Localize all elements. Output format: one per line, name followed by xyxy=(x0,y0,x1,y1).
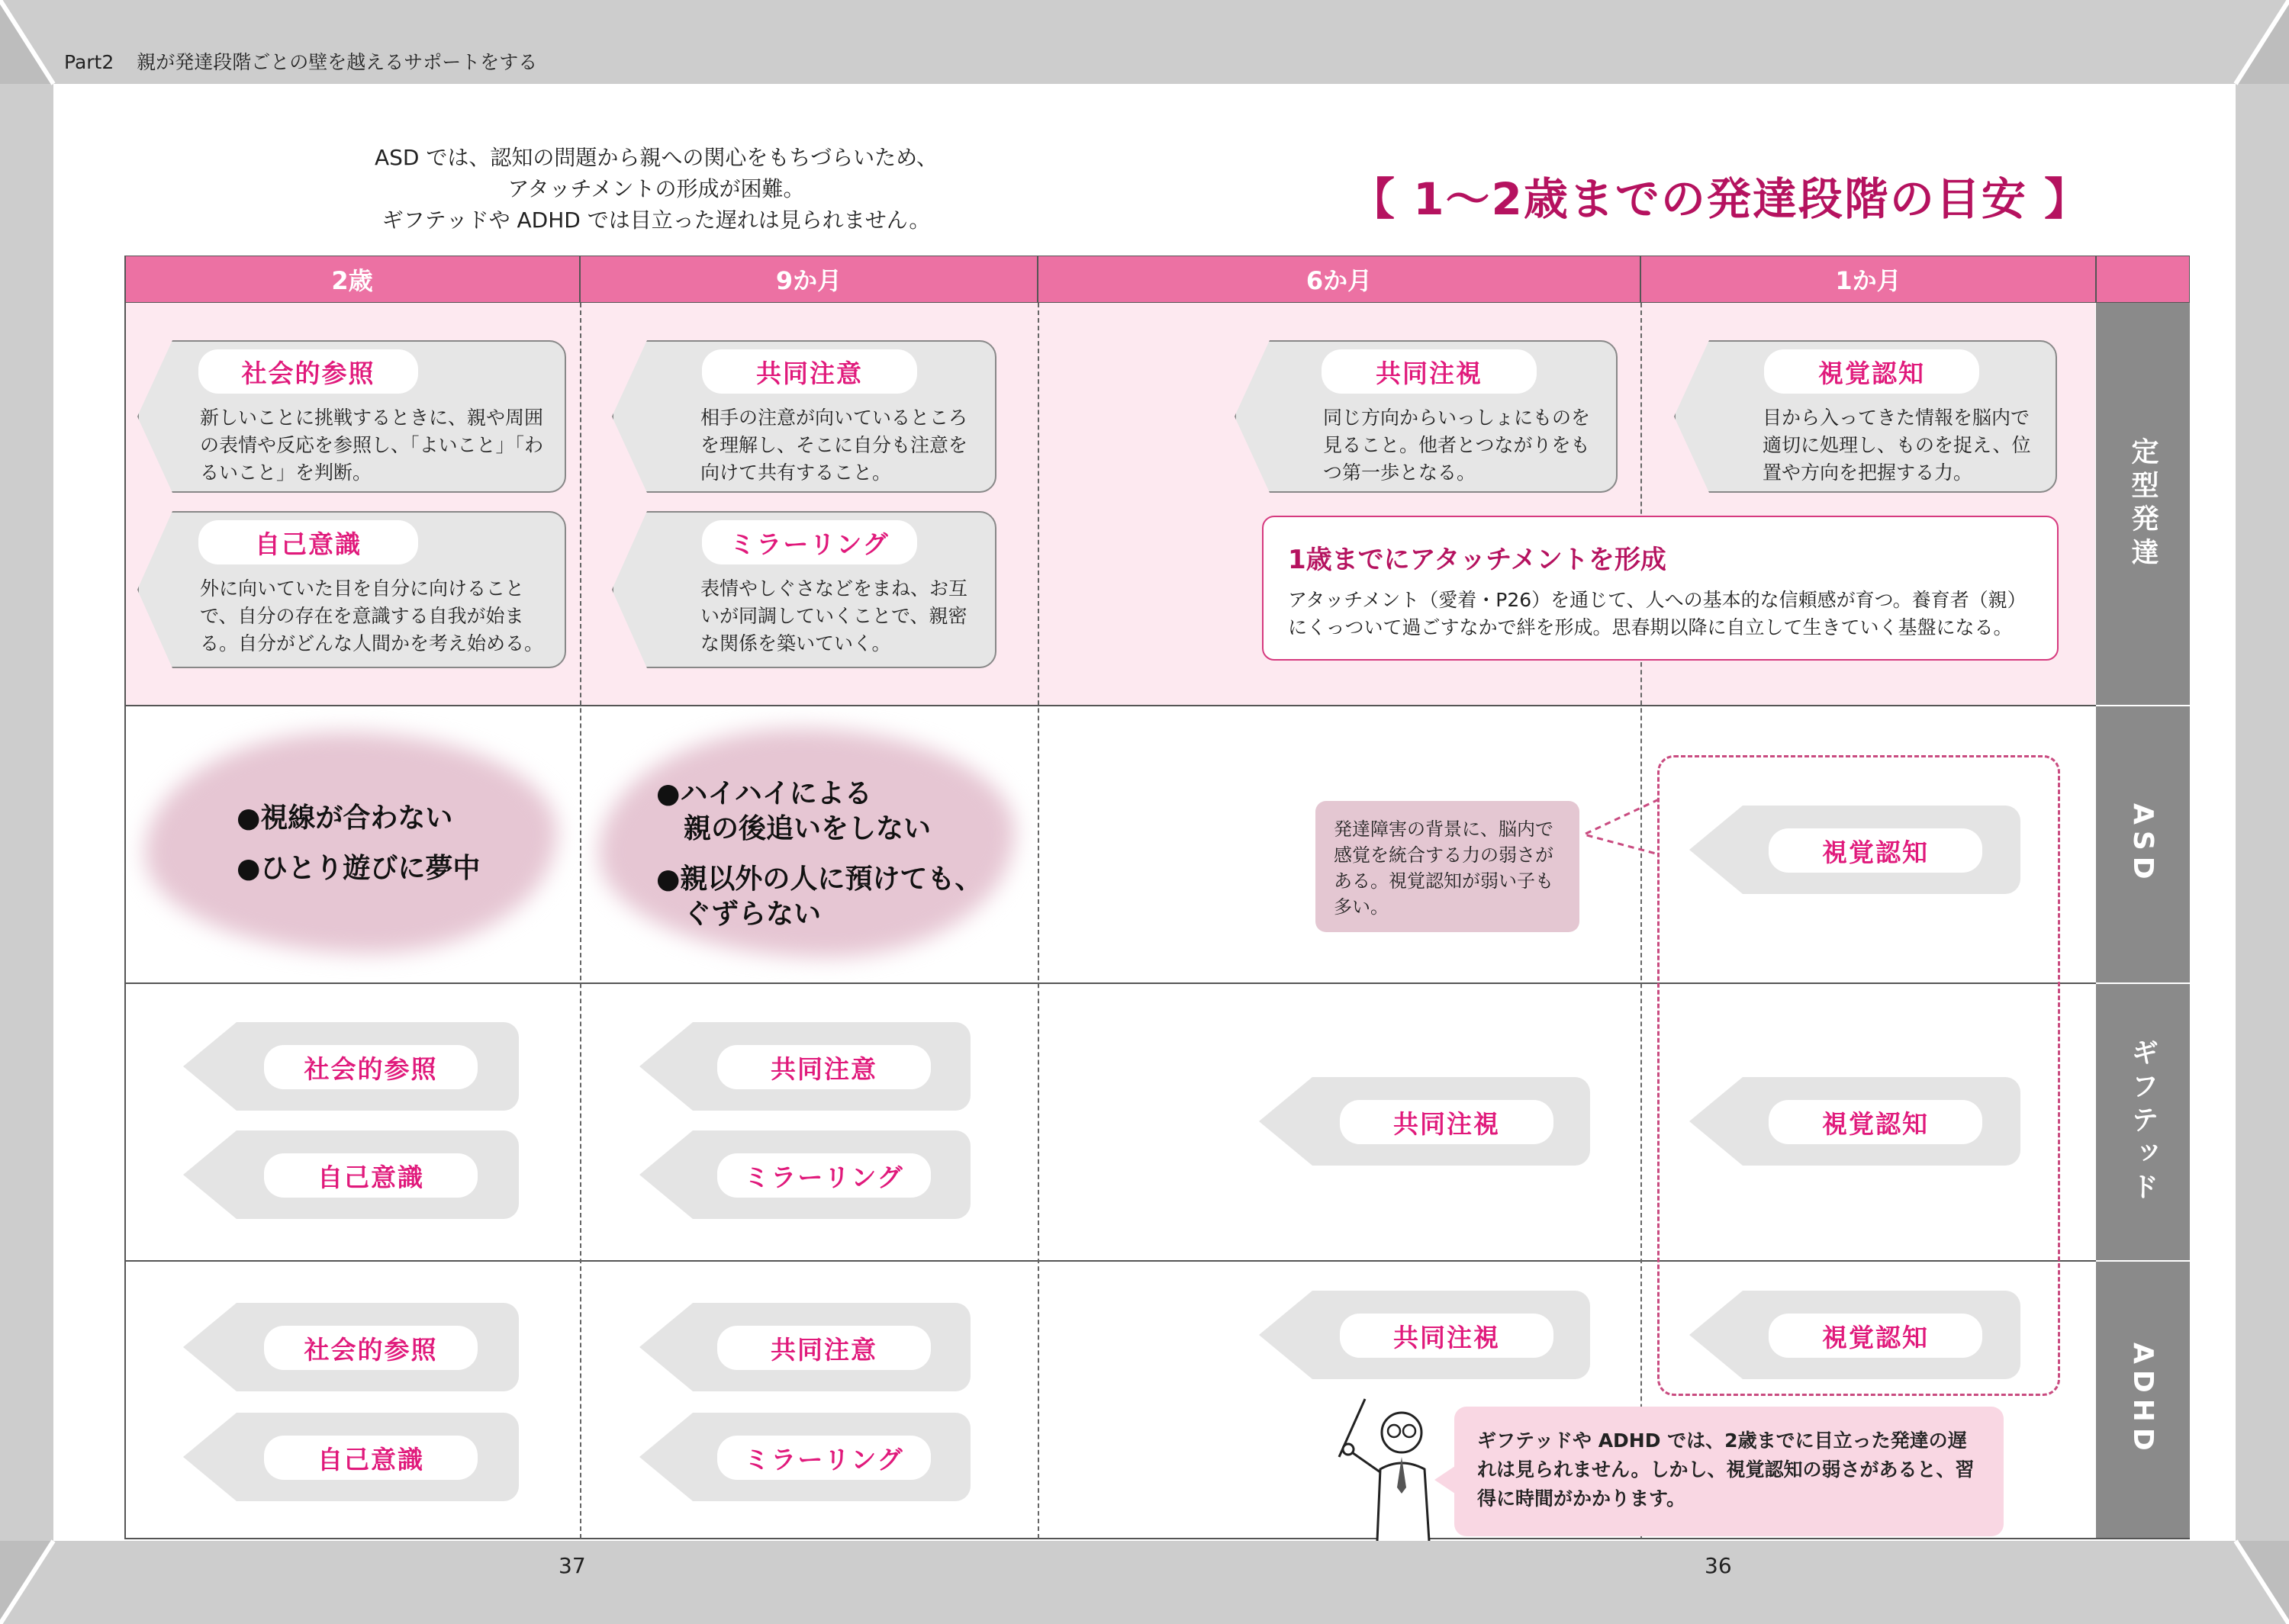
page-number-right: 36 xyxy=(1705,1553,1732,1578)
page-title: 【 1〜2歳までの発達段階の目安 】 xyxy=(1351,173,2091,225)
tag-label: ミラーリング xyxy=(717,1436,931,1480)
asd-traits-2y xyxy=(237,801,557,886)
attachment-body: アタッチメント（愛着・P26）を通じて、人への基本的な信頼感が育つ。養育者（親）にくっついて過ごすなかで絆を形成。思春期以降に自立して生きていく基盤になる。 xyxy=(1288,589,2027,638)
tag-label: 共同注意 xyxy=(717,1326,931,1370)
asd-trait: ●視線が合わない xyxy=(237,802,453,834)
intro-line: アタッチメントの形成が困難。 xyxy=(507,176,805,201)
doctor-speech-bubble: ギフテッドや ADHD では、2歳までに目立った発達の遅れは見られません。しかし、視覚認知の弱さがあると、習得に時間がかかります。 xyxy=(1454,1407,2004,1536)
tag-label: 視覚認知 xyxy=(1769,828,1982,873)
asd-trait: ●ハイハイによる xyxy=(656,778,872,809)
column-header-9m: 9か月 xyxy=(580,256,1038,303)
tag-label: 社会的参照 xyxy=(264,1326,478,1370)
column-divider xyxy=(580,303,581,1539)
part-label: Part2 xyxy=(64,51,114,73)
speech-tail xyxy=(1434,1465,1457,1495)
card-desc: 相手の注意が向いているところを理解し、そこに自分も注意を向けて共有すること。 xyxy=(700,407,968,484)
card-title: 共同注視 xyxy=(1322,349,1537,394)
intro-line: ギフテッドや ADHD では目立った遅れは見られません。 xyxy=(382,207,931,233)
running-head xyxy=(64,47,537,75)
table-bottom xyxy=(124,1538,2190,1539)
asd-trait: 親の後追いをしない xyxy=(656,813,932,844)
running-head-text: 親が発達段階ごとの壁を越えるサポートをする xyxy=(137,51,538,73)
column-header-1m: 1か月 xyxy=(1640,256,2096,303)
tag-label: ミラーリング xyxy=(717,1153,931,1198)
asd-trait: ぐずらない xyxy=(656,899,822,930)
card-title: 視覚認知 xyxy=(1764,349,1979,394)
card-title: 自己意識 xyxy=(198,520,418,564)
row-label-gifted: ギフテッド xyxy=(2096,984,2190,1260)
page-number-left: 37 xyxy=(559,1553,586,1578)
asd-traits-9m xyxy=(656,777,1007,932)
tag-label: 視覚認知 xyxy=(1769,1100,1982,1144)
asd-note: 発達障害の背景に、脳内で感覚を統合する力の弱さがある。視覚認知が弱い子も多い。 xyxy=(1315,801,1579,932)
asd-trait: ●親以外の人に預けても、 xyxy=(656,863,983,895)
card-desc: 同じ方向からいっしょにものを見ること。他者とつながりをもつ第一歩となる。 xyxy=(1323,407,1591,484)
column-divider xyxy=(1640,303,1642,1539)
card-desc: 外に向いていた目を自分に向けることで、自分の存在を意識する自我が始まる。自分がどんな人間かを考え始める。 xyxy=(200,577,544,654)
attachment-box xyxy=(1262,516,2059,661)
intro-line: ASD では、認知の問題から親への関心をもちづらいため、 xyxy=(375,145,938,170)
attachment-title: 1歳までにアタッチメントを形成 xyxy=(1288,545,1666,575)
asd-trait: ●ひとり遊びに夢中 xyxy=(237,853,481,884)
row-divider xyxy=(124,705,2096,706)
intro-text xyxy=(275,142,1038,236)
card-title: 社会的参照 xyxy=(198,349,418,394)
tag-label: 視覚認知 xyxy=(1769,1314,1982,1358)
row-label-typical: 定型発達 xyxy=(2096,303,2190,705)
card-desc: 新しいことに挑戦するときに、親や周囲の表情や反応を参照し、「よいこと」「わるいこと」を判断。 xyxy=(200,407,544,484)
column-header-6m: 6か月 xyxy=(1038,256,1640,303)
tag-label: 共同注視 xyxy=(1340,1314,1553,1358)
card-desc: 目から入ってきた情報を脳内で適切に処理し、ものを捉え、位置や方向を把握する力。 xyxy=(1763,407,2031,484)
row-label-adhd: ADHD xyxy=(2096,1262,2190,1538)
row-label-asd: ASD xyxy=(2096,706,2190,982)
tag-label: 自己意識 xyxy=(264,1153,478,1198)
column-header-2y: 2歳 xyxy=(124,256,580,303)
note-pointer xyxy=(1579,793,1663,862)
card-desc: 表情やしぐさなどをまね、お互いが同調していくことで、親密な関係を築いていく。 xyxy=(700,577,968,654)
tag-label: 共同注意 xyxy=(717,1045,931,1089)
column-header-blank xyxy=(2096,256,2190,303)
card-title: 共同注意 xyxy=(702,349,917,394)
tag-label: 共同注視 xyxy=(1340,1100,1553,1144)
column-divider xyxy=(1038,303,1039,1539)
tag-label: 社会的参照 xyxy=(264,1045,478,1089)
card-title: ミラーリング xyxy=(702,520,917,564)
table-left xyxy=(124,256,126,1539)
tag-label: 自己意識 xyxy=(264,1436,478,1480)
